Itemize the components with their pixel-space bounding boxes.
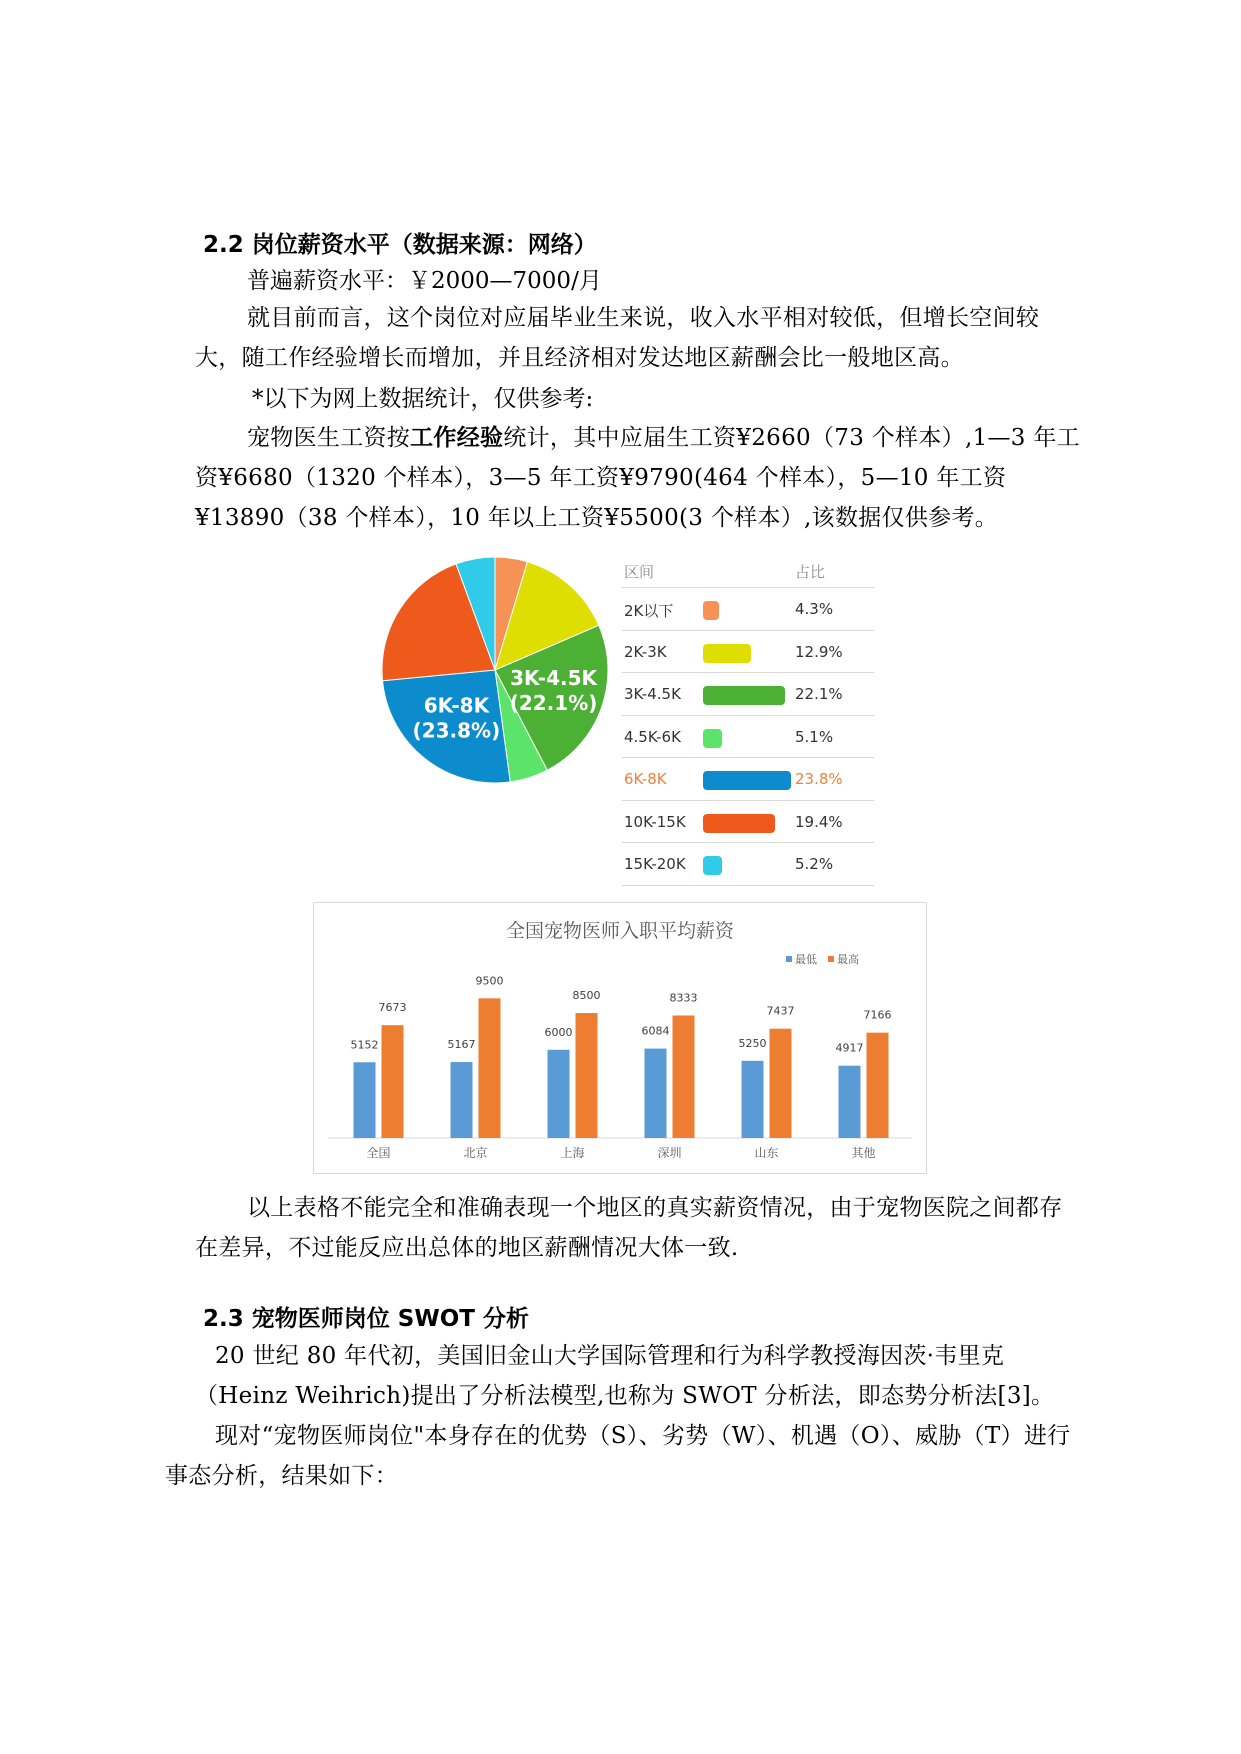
table-row: [622, 758, 874, 801]
bar-max: [770, 1029, 792, 1138]
row-share-bar: [703, 644, 751, 663]
table-header: [622, 555, 874, 588]
category-label: 全国: [366, 1146, 391, 1160]
row-range: 10K-15K: [624, 812, 686, 831]
pie-label-percent: (23.8%): [412, 718, 501, 743]
bar-value-label: 6084: [641, 1024, 670, 1038]
table-row: [622, 588, 874, 631]
bar-value-label: 5167: [447, 1038, 476, 1052]
row-share: 5.2%: [795, 855, 834, 873]
bar-max: [382, 1025, 404, 1138]
header-share: 占比: [795, 563, 826, 581]
bar-max: [576, 1013, 598, 1138]
row-share-bar: [703, 601, 719, 620]
row-share: 23.8%: [795, 770, 843, 788]
paragraph-salary-overview: 就目前而言，这个岗位对应届毕业生来说，收入水平相对较低，但增长空间较大，随工作经验增长而增加，并且经济相对发达地区薪酬会比一般地区高。: [195, 305, 1040, 371]
legend-swatch: [786, 956, 792, 962]
row-range: 3K-4.5K: [624, 685, 681, 703]
average-salary-bar-chart: [313, 902, 927, 1174]
bar-min: [451, 1062, 473, 1138]
category-label: 深圳: [657, 1146, 682, 1160]
bar-value-label: 7673: [378, 1001, 407, 1015]
row-share-bar: [703, 856, 722, 875]
table-row: [622, 716, 874, 759]
paragraph-swot-origin: 20 世纪 80 年代初，美国旧金山大学国际管理和行为科学教授海因茨·韦里克（Heinz Weihrich)提出了分析法模型,也称为 SWOT 分析法，即态势分析法[3]。: [195, 1343, 1055, 1409]
bar-value-label: 7166: [863, 1008, 892, 1022]
bar-max: [867, 1033, 889, 1138]
bar-min: [839, 1066, 861, 1138]
para2-after: 统计，其中应届生工资¥2660（73 个样本）,1—3 年工资¥6680（1320 个样本），3—5 年工资¥9790(464 个样本），5—10 年工资¥13890（38 个样本），10 年以上工资¥5500(3 个样本）,该数据仅供参考。: [195, 425, 1080, 531]
row-share-bar: [703, 686, 785, 705]
bar-min: [645, 1049, 667, 1138]
salary-range-table: [622, 555, 874, 886]
category-label: 山东: [754, 1146, 779, 1160]
table-row: [622, 673, 874, 716]
table-row: [622, 801, 874, 844]
legend-swatch: [828, 956, 834, 962]
paragraph-swot-intro: 现对“宠物医师岗位"本身存在的优势（S）、劣势（W）、机遇（O）、威胁（T）进行事态分析，结果如下：: [165, 1423, 1071, 1489]
bar-value-label: 7437: [766, 1004, 795, 1018]
bar-chart-canvas: [314, 903, 926, 1173]
general-salary-level: 普遍薪资水平：￥2000—7000/月: [247, 268, 602, 294]
row-share-bar: [703, 771, 791, 790]
paragraph-table-note: 以上表格不能完全和准确表现一个地区的真实薪资情况，由于宠物医院之间都存在差异，不过能反应出总体的地区薪酬情况大体一致.: [195, 1195, 1063, 1261]
bar-value-label: 5250: [738, 1036, 767, 1050]
bar-value-label: 4917: [835, 1041, 864, 1055]
table-row: [622, 843, 874, 886]
pie-label-name: 6K-8K: [423, 693, 490, 718]
bar-min: [548, 1050, 570, 1138]
category-label: 其他: [851, 1146, 876, 1160]
legend-label: 最低: [795, 953, 817, 966]
bar-min: [354, 1062, 376, 1138]
row-share: 4.3%: [795, 600, 834, 618]
pie-label-name: 3K-4.5K: [510, 665, 598, 690]
row-share-bar: [703, 729, 722, 748]
row-range: 2K以下: [624, 602, 674, 620]
bar-value-label: 8333: [669, 991, 698, 1005]
section-heading-2-3: 2.3 宠物医师岗位 SWOT 分析: [203, 1306, 529, 1332]
bar-value-label: 8500: [572, 989, 601, 1003]
row-share: 22.1%: [795, 685, 843, 703]
row-share: 5.1%: [795, 727, 834, 746]
chart-title: 全国宠物医师入职平均薪资: [505, 920, 735, 942]
para2-before: 宠物医生工资按: [247, 425, 411, 451]
legend-label: 最高: [837, 953, 859, 966]
section-heading-2-2: 2.2 岗位薪资水平（数据来源：网络）: [203, 232, 597, 258]
bar-value-label: 9500: [475, 974, 504, 988]
data-note: *以下为网上数据统计，仅供参考:: [252, 386, 594, 412]
row-range: 2K-3K: [624, 642, 667, 661]
row-share-bar: [703, 814, 775, 833]
salary-range-pie-chart: [380, 555, 610, 785]
category-label: 上海: [560, 1146, 585, 1160]
para2-bold: 工作经验: [410, 424, 504, 451]
bar-max: [479, 998, 501, 1138]
table-row: [622, 631, 874, 674]
bar-max: [673, 1016, 695, 1138]
row-share: 19.4%: [795, 812, 843, 831]
pie-label-percent: (22.1%): [509, 690, 598, 715]
row-share: 12.9%: [795, 642, 843, 661]
row-range: 15K-20K: [624, 855, 686, 873]
paragraph-experience-salary: [195, 418, 1083, 538]
category-label: 北京: [463, 1146, 488, 1160]
row-range: 6K-8K: [624, 770, 667, 788]
row-range: 4.5K-6K: [624, 727, 681, 746]
bar-min: [742, 1061, 764, 1138]
header-range: 区间: [624, 563, 655, 581]
bar-value-label: 6000: [544, 1025, 573, 1039]
bar-value-label: 5152: [350, 1038, 379, 1052]
